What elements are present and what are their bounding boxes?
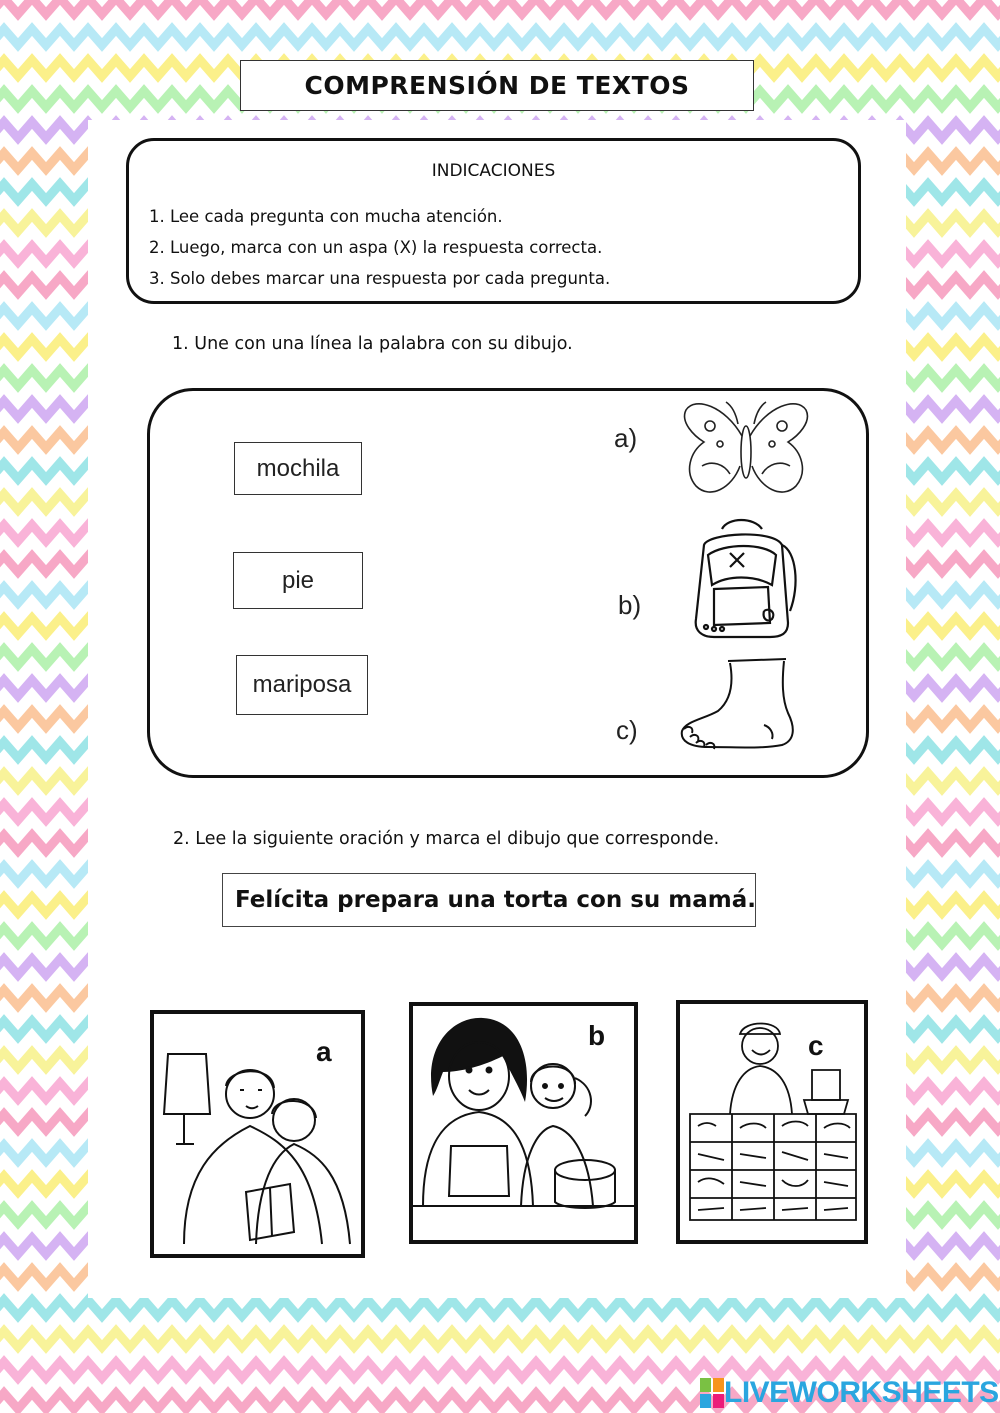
foot-icon[interactable] — [678, 655, 798, 755]
liveworksheets-logo-icon — [700, 1378, 724, 1408]
picture-label-a: a — [316, 1036, 332, 1067]
word-mochila[interactable]: mochila — [234, 442, 362, 495]
instructions-heading: INDICACIONES — [431, 161, 556, 181]
word-mariposa[interactable]: mariposa — [236, 655, 368, 715]
chevron-stripe — [0, 0, 1000, 14]
sentence-box: Felícita prepara una torta con su mamá. — [222, 873, 756, 927]
page-title: COMPRENSIÓN DE TEXTOS — [240, 60, 754, 111]
chevron-stripe — [0, 1300, 1000, 1316]
backpack-icon[interactable] — [684, 515, 804, 640]
butterfly-icon[interactable] — [680, 396, 812, 506]
picture-card-c[interactable] — [676, 1000, 868, 1244]
option-label-a: a) — [614, 423, 638, 453]
liveworksheets-watermark — [700, 1376, 999, 1410]
option-label-b: b) — [618, 590, 642, 620]
chevron-stripe — [0, 29, 1000, 45]
option-label-c: c) — [616, 715, 638, 745]
instruction-item: 2. Luego, marca con un aspa (X) la respuesta correcta. — [149, 238, 603, 257]
picture-card-b[interactable] — [409, 1002, 638, 1244]
watermark-brand: LIVEWORKSHEETS — [724, 1376, 999, 1409]
chevron-stripe — [0, 1331, 1000, 1347]
picture-card-a[interactable] — [150, 1010, 365, 1258]
instruction-item: 1. Lee cada pregunta con mucha atención. — [149, 207, 503, 226]
grocer-market-stall-icon — [680, 1004, 864, 1240]
word-pie[interactable]: pie — [233, 552, 363, 609]
picture-label-b: b — [588, 1020, 606, 1051]
instructions-box — [126, 138, 861, 304]
instruction-item: 3. Solo debes marcar una respuesta por cada pregunta. — [149, 269, 611, 288]
picture-label-c: c — [808, 1030, 824, 1061]
question-2-prompt: 2. Lee la siguiente oración y marca el dibujo que corresponde. — [173, 829, 720, 849]
question-1-prompt: 1. Une con una línea la palabra con su dibujo. — [172, 334, 573, 354]
